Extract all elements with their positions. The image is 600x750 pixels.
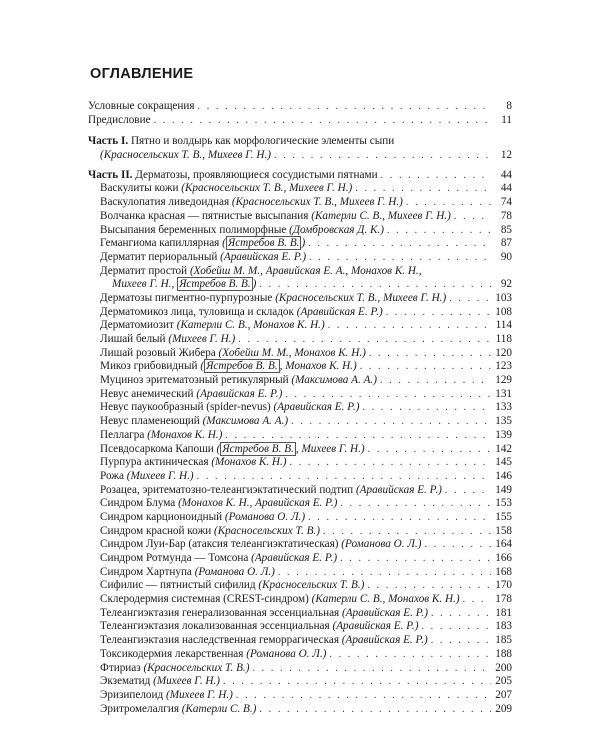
toc-entry-title: Розацеа, эритематозно-телеангиэктатический подтип bbox=[100, 483, 356, 496]
toc-entry-authors-open: ( bbox=[216, 442, 221, 455]
toc-entry-authors: (Аравийская Е. Р.) bbox=[273, 401, 360, 414]
toc-entry-page: 74 bbox=[500, 196, 512, 209]
toc-entry-text bbox=[100, 196, 403, 210]
toc-entry-authors: (Катерли С. В., Монахов К. Н.) bbox=[176, 319, 325, 332]
toc-entry-text bbox=[100, 388, 282, 402]
toc-entry[interactable] bbox=[88, 374, 512, 388]
toc-entry-title: Телеангиэктазия наследственная геморрагическая bbox=[100, 634, 342, 647]
toc-entry-authors-close: , Михеев Г. Н.) bbox=[295, 442, 365, 455]
toc-entry-title: Эризипелоид bbox=[100, 688, 166, 701]
leader-dots bbox=[406, 196, 491, 210]
toc-entry-page: 145 bbox=[495, 456, 512, 469]
toc-entry-authors: (Монахов К. Н.) bbox=[147, 428, 223, 441]
toc-entry-title: Волчанка красная — пятнистые высыпания bbox=[100, 209, 312, 222]
toc-entry-authors: (Михеев Г. Н.) bbox=[153, 675, 221, 688]
toc-entry-page: 155 bbox=[495, 510, 512, 523]
toc-entry-authors-open: ( bbox=[222, 237, 226, 250]
toc-entry-page: 146 bbox=[495, 469, 512, 482]
toc-entry-page: 183 bbox=[495, 620, 512, 633]
toc-entry-title: Невус пламенеющий bbox=[100, 415, 203, 428]
toc-part-2[interactable] bbox=[88, 169, 512, 183]
toc-entry-text bbox=[100, 265, 422, 279]
toc-entry[interactable] bbox=[88, 511, 512, 525]
toc-entry-authors: (Катерли С. В., Монахов К. Н.) bbox=[311, 593, 460, 606]
toc-entry-text bbox=[100, 319, 325, 333]
toc-entry-page: 185 bbox=[495, 634, 512, 647]
leader-dots bbox=[238, 333, 491, 347]
toc-entry-author-boxed: Ястребов В. В. bbox=[222, 442, 294, 455]
toc-entry-page: 158 bbox=[495, 524, 512, 537]
toc-entry[interactable] bbox=[88, 401, 512, 415]
toc-entry-text bbox=[100, 360, 357, 374]
toc-entry-authors: (Михеев Г. Н.) bbox=[168, 333, 236, 345]
toc-entry-authors: (Красносельских Т. В., Михеев Г. Н.) bbox=[100, 149, 271, 162]
toc-entry-text bbox=[100, 333, 235, 347]
toc-entry[interactable] bbox=[88, 182, 512, 196]
leader-dots bbox=[367, 579, 491, 593]
toc-entry-title: Дерматит периоральный bbox=[100, 250, 221, 263]
leader-dots bbox=[463, 593, 491, 607]
toc-entry[interactable] bbox=[88, 525, 512, 539]
toc-entry-authors: (Красносельских Т. В.) bbox=[258, 579, 365, 592]
toc-entry-authors: Михеев Г. Н., bbox=[112, 278, 178, 291]
toc-entry-page: 133 bbox=[495, 401, 512, 414]
toc-entry[interactable] bbox=[88, 579, 512, 593]
toc-entry-authors: (Красносельских Т. В., Михеев Г. Н.) bbox=[275, 291, 447, 304]
leader-dots bbox=[360, 360, 491, 374]
toc-entry[interactable] bbox=[88, 319, 512, 333]
toc-entry-page: 181 bbox=[495, 606, 512, 619]
toc-entry-text bbox=[100, 538, 421, 552]
toc-entry-page: 170 bbox=[495, 579, 512, 592]
leader-dots bbox=[236, 689, 491, 703]
toc-entry-text bbox=[100, 566, 275, 580]
leader-dots bbox=[278, 566, 491, 580]
toc-entry[interactable] bbox=[88, 347, 512, 361]
toc-entry[interactable] bbox=[88, 648, 512, 662]
toc-entry-authors: (Хобейш М. М., Монахов К. Н.) bbox=[218, 346, 366, 359]
toc-entry-authors: (Красносельских Т. В.) bbox=[143, 661, 250, 674]
toc-entry-page: 44 bbox=[500, 182, 512, 195]
toc-entry-title: Склеродермия системная (CREST-синдром) bbox=[100, 593, 312, 606]
toc-entry[interactable] bbox=[88, 593, 512, 607]
toc-entry-title: Лишай белый bbox=[100, 333, 169, 345]
leader-dots bbox=[309, 251, 491, 265]
toc-entry-page: 118 bbox=[495, 333, 512, 345]
toc-entry-authors: (Аравийская Е. Р.) bbox=[341, 606, 428, 619]
toc-entry-title: Синдром карционоидный bbox=[100, 510, 225, 523]
leader-dots bbox=[386, 306, 491, 320]
toc-entry[interactable] bbox=[88, 415, 512, 429]
toc-entry-page: 139 bbox=[495, 428, 512, 441]
toc-entry-page: 103 bbox=[495, 291, 512, 304]
toc-entry-authors: (Аравийская Е. Р.) bbox=[251, 552, 338, 564]
toc-entry-authors-close: ) bbox=[301, 237, 306, 250]
toc-entry-page: 12 bbox=[500, 149, 512, 162]
toc-entry-title: Муциноз эритематозный ретикулярный bbox=[100, 374, 292, 387]
toc-entry-text bbox=[100, 579, 364, 593]
toc-part-1[interactable] bbox=[88, 135, 512, 149]
toc-entry-page: 135 bbox=[495, 415, 512, 428]
toc-entry-page: 164 bbox=[495, 538, 512, 551]
toc-entry-preface[interactable] bbox=[88, 114, 512, 128]
leader-dots bbox=[259, 278, 491, 292]
leader-dots bbox=[449, 292, 491, 306]
toc-entry-text bbox=[100, 511, 305, 525]
leader-dots bbox=[291, 415, 491, 429]
toc-entry-authors: (Красносельских Т. В.) bbox=[214, 524, 320, 537]
toc-entry-text bbox=[100, 429, 222, 443]
toc-entry-text bbox=[100, 675, 220, 689]
toc-entry-page: 85 bbox=[500, 223, 512, 236]
toc-entry[interactable] bbox=[88, 443, 512, 457]
toc-entry-title: Дерматомиозит bbox=[100, 319, 177, 332]
leader-dots bbox=[368, 443, 491, 457]
toc-entry-authors: (Красносельских Т. В., Михеев Г. Н.) bbox=[231, 196, 403, 209]
toc-entry[interactable] bbox=[88, 333, 512, 347]
toc-entry-page: 44 bbox=[500, 168, 512, 181]
toc-entry-title: Сифилис — пятнистый сифилид bbox=[100, 579, 259, 592]
toc-entry-page: 131 bbox=[495, 387, 512, 400]
toc-entry[interactable] bbox=[88, 634, 512, 648]
leader-dots bbox=[329, 648, 491, 662]
leader-dots bbox=[197, 470, 491, 484]
page-title: ОГЛАВЛЕНИЕ bbox=[90, 66, 194, 82]
toc-entry-authors: (Монахов К. Н.) bbox=[211, 456, 287, 469]
toc-entry-title: Гемангиома капиллярная bbox=[100, 237, 223, 250]
toc-entry[interactable] bbox=[88, 620, 512, 634]
toc-entry-title: Пурпура актиническая bbox=[100, 456, 212, 469]
leader-dots bbox=[328, 319, 491, 333]
toc-entry-page: 149 bbox=[495, 483, 512, 496]
leader-dots bbox=[252, 662, 491, 676]
toc-entry-title: Лишай розовый Жибера bbox=[100, 346, 219, 359]
toc-entry-page: 92 bbox=[500, 278, 512, 291]
toc-entry-text bbox=[100, 456, 287, 470]
toc-entry-authors: (Красносельских Т. В., Михеев Г. Н.) bbox=[181, 182, 353, 195]
toc-entry[interactable] bbox=[88, 456, 512, 470]
toc-entry[interactable] bbox=[88, 388, 512, 402]
toc-entry-page: 209 bbox=[495, 702, 512, 715]
leader-dots bbox=[355, 182, 491, 196]
leader-dots bbox=[445, 484, 491, 498]
toc-entry-author-boxed: Ястребов В. В. bbox=[227, 237, 300, 250]
toc-entry-title: Эритромелалгия bbox=[100, 702, 182, 715]
toc-entry-authors: (Романова О. Л.) bbox=[246, 647, 327, 660]
toc-entry-authors: (Аравийская Е. Р.) bbox=[341, 634, 428, 647]
toc-entry-page: 11 bbox=[501, 113, 512, 126]
toc-entry-title: Дерматозы пигментно-пурпурозные bbox=[100, 291, 276, 304]
toc-entry-page: 114 bbox=[495, 319, 512, 332]
toc-entry-title: Синдром Луи-Бар (атаксия телеангиэктатическая) bbox=[100, 538, 342, 551]
part-title: Дерматозы, проявляющиеся сосудистыми пятнами bbox=[132, 168, 378, 181]
toc-entry-title: Синдром Хартнупа bbox=[100, 565, 195, 578]
toc-entry-authors: (Михеев Г. Н.) bbox=[126, 469, 194, 482]
toc-entry[interactable] bbox=[88, 251, 512, 265]
leader-dots bbox=[431, 634, 491, 648]
toc-entry-authors-close: , Монахов К. Н.) bbox=[279, 360, 357, 373]
toc-entry-text bbox=[112, 278, 256, 292]
toc-entry-title: Пеллагра bbox=[100, 428, 148, 441]
toc-entry-page: 188 bbox=[495, 647, 512, 660]
leader-dots bbox=[421, 620, 491, 634]
toc-entry-authors: (Максимова А. А.) bbox=[202, 415, 289, 428]
toc-entry-text bbox=[100, 662, 249, 676]
toc-entry-text bbox=[100, 237, 305, 251]
leader-dots bbox=[380, 374, 491, 388]
leader-dots bbox=[198, 100, 491, 114]
toc-entry-page: 153 bbox=[495, 497, 512, 510]
toc-entry-authors: (Аравийская Е. Р.) bbox=[332, 620, 419, 633]
toc-entry-text bbox=[100, 484, 442, 498]
toc-entry-title: Телеангиэктазия локализованная эссенциальная bbox=[100, 620, 333, 633]
leader-dots bbox=[285, 388, 491, 402]
leader-dots bbox=[340, 497, 491, 511]
toc-entry-authors: (Михеев Г. Н.) bbox=[165, 688, 233, 701]
toc-entry[interactable] bbox=[88, 470, 512, 484]
toc-entry-author-boxed: Ястребов В. В. bbox=[206, 360, 278, 373]
toc-entry-page: 108 bbox=[495, 305, 512, 318]
toc-entry-authors: (Аравийская Е. Р.) bbox=[196, 387, 283, 400]
toc-entry-title: Фтириаз bbox=[100, 661, 144, 674]
leader-dots bbox=[308, 237, 491, 251]
toc-entry-page: 166 bbox=[495, 552, 512, 564]
toc-entry-text bbox=[100, 210, 451, 224]
leader-dots bbox=[323, 525, 491, 539]
toc-entry-authors: (Хобейш М. М., Аравийская Е. А., Монахов К. Н., bbox=[189, 264, 422, 277]
toc-entry[interactable] bbox=[88, 703, 512, 717]
toc-entry-page: 142 bbox=[495, 442, 512, 455]
leader-dots bbox=[308, 511, 491, 525]
toc-entry-text bbox=[100, 374, 377, 388]
toc-entry-page: 120 bbox=[495, 346, 512, 359]
toc-entry-text bbox=[100, 593, 460, 607]
toc-entry-authors: (Монахов К. Н., Аравийская Е. Р.) bbox=[178, 497, 338, 510]
toc-entry-text bbox=[100, 648, 326, 662]
toc-entry[interactable] bbox=[88, 497, 512, 511]
leader-dots bbox=[431, 607, 491, 621]
part-title: Пятно и волдырь как морфологические элементы сыпи bbox=[128, 135, 395, 148]
toc-entry[interactable] bbox=[88, 265, 512, 279]
toc-entry-page: 168 bbox=[495, 565, 512, 578]
toc-entry-authors: (Аравийская Е. Р.) bbox=[296, 305, 383, 318]
toc-entry-authors: (Романова О. Л.) bbox=[341, 538, 422, 551]
toc-entry[interactable] bbox=[88, 224, 512, 238]
toc-entry[interactable] bbox=[88, 237, 512, 251]
toc-entry-text bbox=[100, 634, 428, 648]
toc-entry-authors: (Романова О. Л.) bbox=[224, 510, 306, 523]
toc-entry[interactable] bbox=[88, 675, 512, 689]
toc-entry-title: Васкулопатия ливедоидная bbox=[100, 196, 232, 209]
part-label: Часть I. bbox=[88, 135, 129, 148]
toc-entry-text bbox=[100, 347, 366, 361]
toc-entry-title: Телеангиэктазия генерализованная эссенциальная bbox=[100, 606, 342, 619]
toc-entry-title: Синдром красной кожи bbox=[100, 524, 214, 537]
toc-entry-title: Экзематид bbox=[100, 675, 154, 688]
toc-entry-text bbox=[100, 224, 384, 238]
toc-entry-text bbox=[100, 306, 383, 320]
toc-entry-page: 129 bbox=[495, 374, 512, 387]
toc-entry-page: 178 bbox=[495, 593, 512, 606]
toc-entry-text bbox=[100, 292, 446, 306]
toc-entry-authors: (Домбровская Д. К.) bbox=[289, 223, 384, 236]
toc-entry-title: Васкулиты кожи bbox=[100, 182, 182, 195]
toc-entry[interactable] bbox=[88, 538, 512, 552]
toc-entry-authors-close: ) bbox=[252, 278, 257, 291]
toc-entry-title: Условные сокращения bbox=[88, 100, 195, 112]
leader-dots bbox=[259, 703, 491, 717]
toc-entry-author-boxed: Ястребов В. В. bbox=[179, 278, 251, 291]
toc-entry[interactable] bbox=[88, 429, 512, 443]
toc-entry-page: 8 bbox=[506, 100, 512, 112]
toc-entry-page: 200 bbox=[495, 661, 512, 674]
toc-entry[interactable] bbox=[88, 306, 512, 320]
toc-entry-page: 87 bbox=[500, 237, 512, 250]
leader-dots bbox=[154, 114, 491, 128]
toc-entry-text bbox=[100, 607, 428, 621]
table-of-contents bbox=[88, 100, 512, 716]
toc-entry[interactable] bbox=[88, 607, 512, 621]
toc-entry-authors: (Катерли С. В., Михеев Г. Н.) bbox=[311, 209, 451, 222]
toc-entry-authors: (Аравийская Е. Р.) bbox=[220, 250, 307, 263]
toc-entry-title: Предисловие bbox=[88, 113, 151, 126]
leader-dots bbox=[274, 149, 491, 163]
toc-entry-page: 78 bbox=[500, 209, 512, 222]
leader-dots bbox=[223, 675, 491, 689]
toc-entry[interactable] bbox=[88, 196, 512, 210]
toc-entry[interactable] bbox=[88, 360, 512, 374]
leader-dots bbox=[362, 401, 491, 415]
toc-entry[interactable] bbox=[88, 292, 512, 306]
toc-entry[interactable] bbox=[88, 552, 512, 566]
toc-entry-title: Синдром Блума bbox=[100, 497, 179, 510]
toc-entry-title: Невус анемический bbox=[100, 387, 197, 400]
toc-entry-text bbox=[100, 443, 365, 457]
toc-entry[interactable] bbox=[88, 662, 512, 676]
toc-entry-authors: (Аравийская Е. Р.) bbox=[355, 483, 442, 496]
toc-entry-authors-open: ( bbox=[200, 360, 205, 373]
leader-dots bbox=[225, 429, 491, 443]
toc-entry-text bbox=[100, 525, 320, 539]
toc-entry-page: 90 bbox=[500, 250, 512, 263]
toc-entry-page: 205 bbox=[495, 675, 512, 688]
toc-entry-text bbox=[100, 415, 288, 429]
leader-dots bbox=[424, 538, 491, 552]
toc-entry[interactable] bbox=[88, 566, 512, 580]
toc-entry-text bbox=[100, 182, 352, 196]
toc-entry-text bbox=[100, 552, 337, 566]
toc-entry-title: Токсикодермия лекарственная bbox=[100, 647, 247, 660]
toc-entry-authors: (Катерли С. В.) bbox=[181, 702, 257, 715]
toc-part-1-authors[interactable] bbox=[88, 149, 512, 163]
toc-entry-title: Микоз грибовидный bbox=[100, 360, 201, 373]
toc-entry[interactable] bbox=[88, 210, 512, 224]
toc-entry-text bbox=[100, 620, 418, 634]
toc-entry[interactable] bbox=[88, 689, 512, 703]
toc-entries-list bbox=[88, 182, 512, 716]
leader-dots bbox=[369, 347, 491, 361]
leader-dots bbox=[340, 552, 491, 566]
toc-entry-title: Псевдосаркома Капоши bbox=[100, 442, 217, 455]
toc-entry-title: Высыпания беременных полиморфные bbox=[100, 223, 290, 236]
toc-entry-abbreviations[interactable] bbox=[88, 100, 512, 114]
toc-entry[interactable] bbox=[88, 484, 512, 498]
toc-entry-title: Дерматомикоз лица, туловища и складок bbox=[100, 305, 297, 318]
leader-dots bbox=[290, 456, 491, 470]
toc-entry-text bbox=[100, 251, 306, 265]
toc-entry-continuation[interactable] bbox=[88, 278, 512, 292]
toc-entry-text bbox=[100, 703, 256, 717]
toc-entry-text bbox=[100, 689, 233, 703]
toc-entry-page: 123 bbox=[495, 360, 512, 373]
leader-dots bbox=[454, 210, 491, 224]
toc-entry-text bbox=[100, 470, 194, 484]
toc-entry-title: Рожа bbox=[100, 469, 127, 482]
toc-entry-text bbox=[100, 401, 359, 415]
leader-dots bbox=[381, 169, 491, 183]
toc-entry-title: Синдром Ротмунда — Томсона bbox=[100, 552, 252, 564]
part-label: Часть II. bbox=[88, 168, 133, 181]
toc-entry-title: Дерматит простой bbox=[100, 264, 190, 277]
leader-dots bbox=[387, 224, 491, 238]
toc-entry-page: 207 bbox=[495, 688, 512, 701]
toc-entry-text bbox=[100, 497, 337, 511]
toc-entry-title: Невус паукообразный (spider-nevus) bbox=[100, 401, 274, 414]
toc-entry-authors: (Максимова А. А.) bbox=[291, 374, 377, 387]
toc-entry-authors: (Романова О. Л.) bbox=[194, 565, 275, 578]
